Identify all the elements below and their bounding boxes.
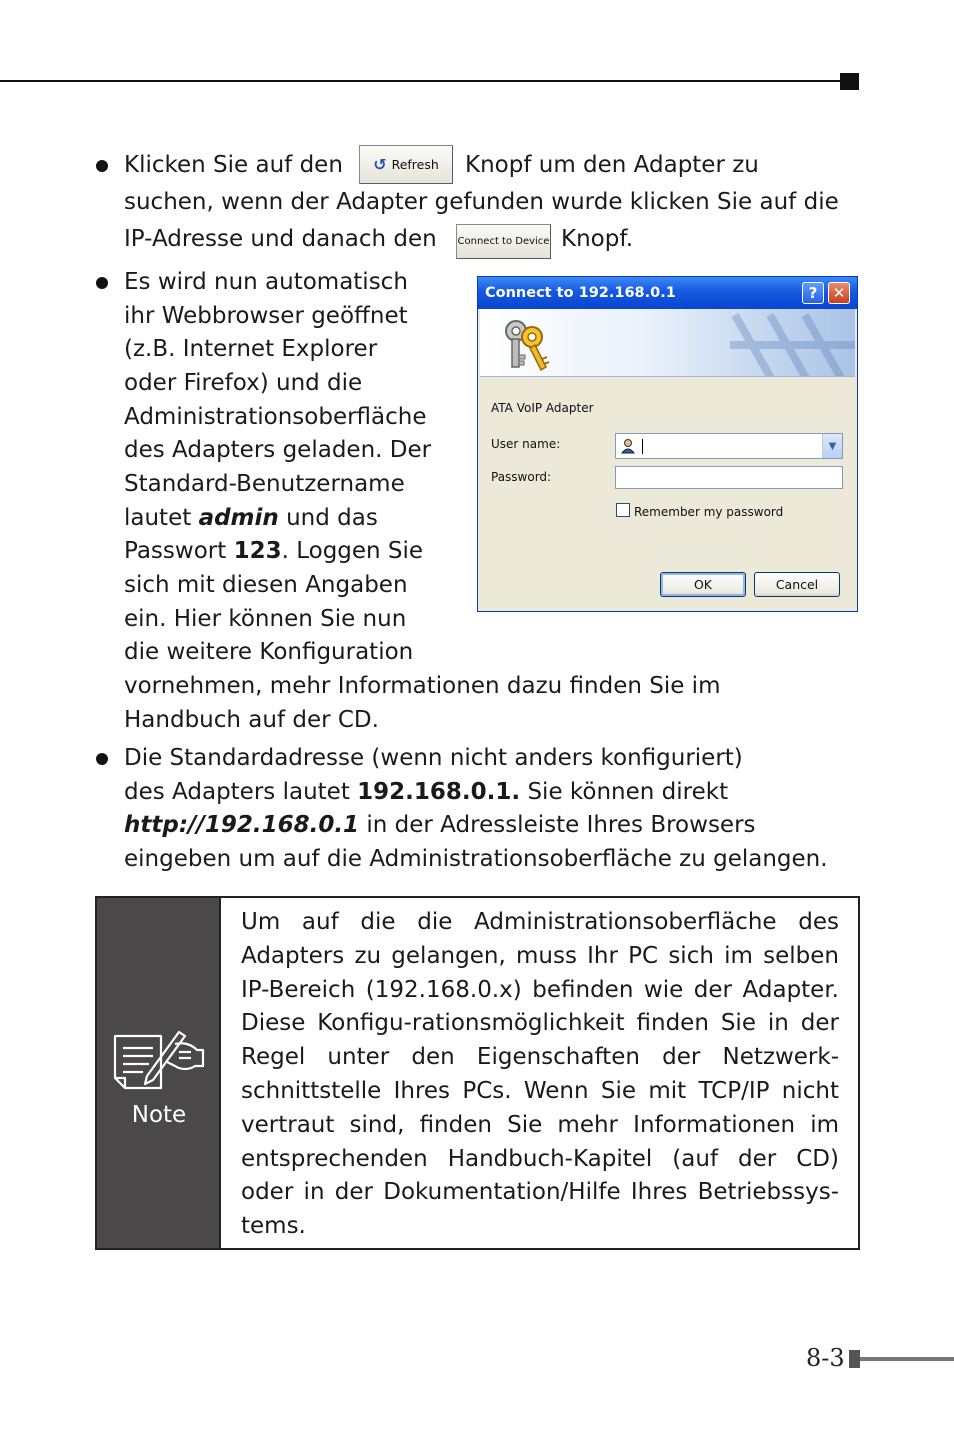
bullet1-line1b: Knopf um den Adapter zu <box>465 152 759 178</box>
bullet-point <box>96 753 108 765</box>
bullet2-line12: die weitere Konfiguration <box>124 639 414 665</box>
text-adressleiste: in der Adressleiste Ihres Browsers <box>366 812 756 838</box>
note-sidebar <box>97 898 221 1248</box>
bullet1-line3a: IP-Adresse und danach den <box>124 226 437 252</box>
cancel-button[interactable]: Cancel <box>754 572 840 597</box>
remember-password-checkbox[interactable] <box>616 503 630 517</box>
bullet2-line6: des Adapters geladen. Der <box>124 437 432 463</box>
bullet2-line5: Administrationsoberfläche <box>124 404 427 430</box>
bullet2-line9 <box>124 535 423 569</box>
dialog-banner <box>480 309 855 377</box>
footer-rule <box>860 1357 954 1361</box>
login-dialog <box>477 276 858 612</box>
text-caret <box>642 439 643 454</box>
bullet2-line10: sich mit diesen Angaben <box>124 572 408 598</box>
page-number: 8-3 <box>806 1344 845 1372</box>
footer-square-mark <box>849 1350 860 1368</box>
connect-to-device-button-image: Connect to Device <box>456 224 551 259</box>
text-des-adapters: des Adapters lautet <box>124 779 350 805</box>
bullet3-line1: Die Standardadresse (wenn nicht anders konfiguriert) <box>124 745 743 771</box>
bullet2-line1: Es wird nun automatisch <box>124 269 408 295</box>
note-box <box>95 896 860 1250</box>
note-text: Um auf die die Administrationsoberfläche des Adapters zu gelangen, muss Ihr PC sich im selben IP-Bereich (192.168.0.x) befinden wie der Adapter. Diese Konfigu-rationsmöglichkeit finden Sie in der Regel unter den Eigenschaften der Netzwerk-schnittstelle Ihres PCs. Wenn Sie mit TCP/IP nicht vertraut sind, finden Sie mehr Informationen im entsprechenden Handbuch-Kapitel (auf der CD) oder in der Dokumentation/Hilfe Ihres Betriebssys-tems. <box>241 909 839 1240</box>
note-label: Note <box>131 1102 187 1128</box>
keys-watermark-icon <box>715 309 855 377</box>
bullet1-line3b: Knopf. <box>561 226 634 252</box>
bullet2-line2: ihr Webbrowser geöffnet <box>124 303 408 329</box>
bullet1-line2: suchen, wenn der Adapter gefunden wurde klicken Sie auf die <box>124 189 839 215</box>
bullet2-line3: (z.B. Internet Explorer <box>124 336 378 362</box>
default-password: 123 <box>233 538 282 564</box>
password-field[interactable] <box>615 466 843 489</box>
default-ip-address: 192.168.0.1. <box>357 779 521 805</box>
refresh-button-label: Refresh <box>391 157 439 172</box>
dialog-title: Connect to 192.168.0.1 <box>485 285 676 301</box>
user-icon <box>620 438 636 454</box>
default-username: admin <box>198 505 279 531</box>
bullet2-line14: Handbuch auf der CD. <box>124 707 379 733</box>
password-label: Password: <box>491 470 552 484</box>
text-sie-koennen: Sie können direkt <box>527 779 729 805</box>
ok-button[interactable]: OK <box>660 572 746 597</box>
dialog-title-bar <box>478 277 857 309</box>
header-rule <box>0 80 842 82</box>
text-passwort: Passwort <box>124 538 227 564</box>
bullet2-line8 <box>124 502 378 536</box>
bullet1-line1a: Klicken Sie auf den <box>124 152 343 178</box>
bullet2-line4: oder Firefox) und die <box>124 370 363 396</box>
bullet2-line13: vornehmen, mehr Informationen dazu finden Sie im <box>124 673 721 699</box>
bullet3-line2 <box>124 776 728 810</box>
bullet2-line7: Standard-Benutzername <box>124 471 405 497</box>
bullet3-line4: eingeben um auf die Administrationsoberfläche zu gelangen. <box>124 846 828 872</box>
chevron-down-icon[interactable]: ▼ <box>822 434 842 458</box>
refresh-icon: ↺ <box>373 155 387 174</box>
bullet2-line11: ein. Hier können Sie nun <box>124 606 407 632</box>
text-loggen-sie: . Loggen Sie <box>281 538 424 564</box>
bullet3-line3 <box>124 809 756 843</box>
text-lautet: lautet <box>124 505 192 531</box>
admin-url: http://192.168.0.1 <box>124 812 360 838</box>
header-square-mark <box>840 73 859 90</box>
keys-icon <box>498 317 554 373</box>
remember-password-label: Remember my password <box>634 505 784 519</box>
text-und-das: und das <box>286 505 378 531</box>
username-combobox[interactable] <box>615 433 843 459</box>
bullet-point <box>96 277 108 289</box>
close-button[interactable]: ✕ <box>828 282 850 304</box>
bullet-point <box>96 160 108 172</box>
note-writing-hand-icon <box>109 1022 207 1098</box>
refresh-button-image <box>359 145 453 184</box>
dialog-realm-text: ATA VoIP Adapter <box>491 401 594 415</box>
help-button[interactable]: ? <box>802 282 824 304</box>
username-label: User name: <box>491 437 561 451</box>
